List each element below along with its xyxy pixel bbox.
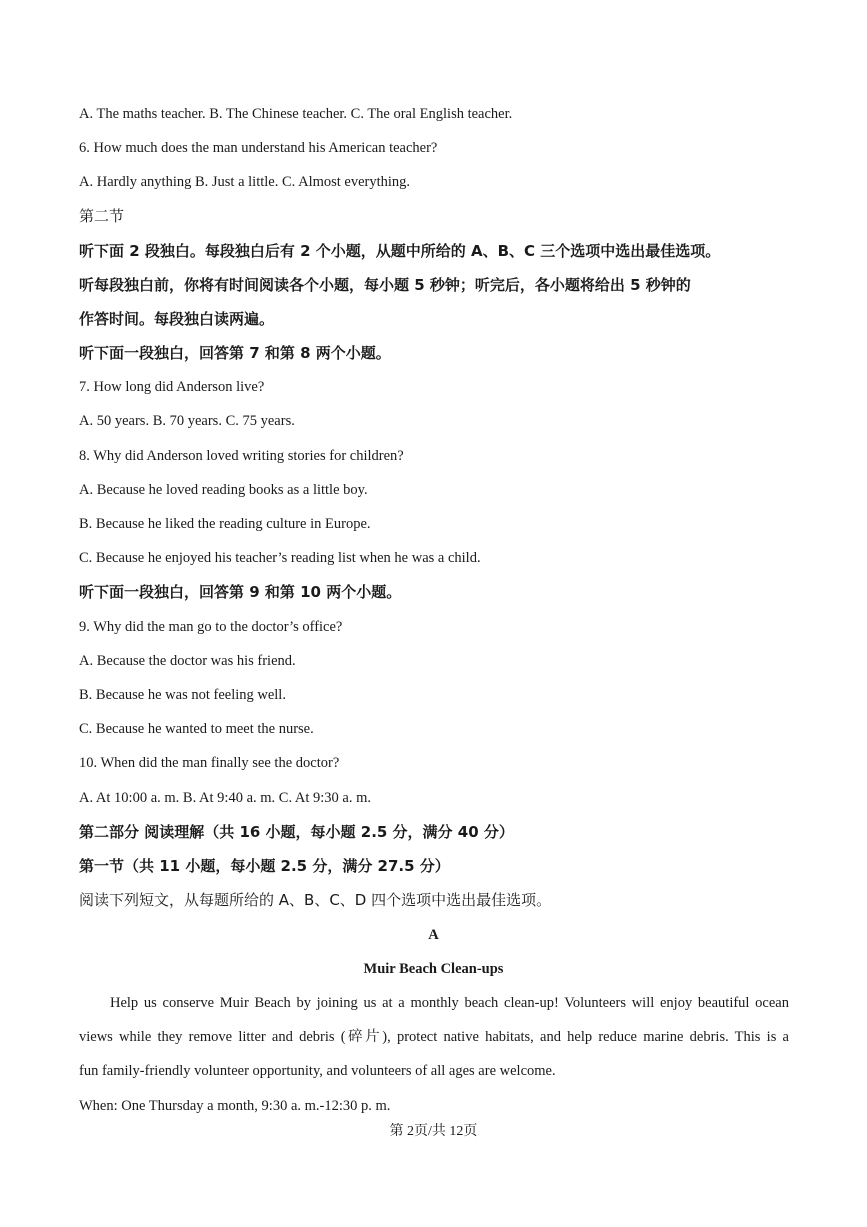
instruction-line-3: 作答时间。每段独白读两遍。: [79, 310, 275, 328]
passage-paragraph-line-1: Help us conserve Muir Beach by joining us at a monthly beach clean-up! Volunteers will enjoy beautiful ocean: [110, 995, 789, 1011]
q8-option-c: C. Because he enjoyed his teacher’s reading list when he was a child.: [79, 550, 481, 566]
monologue-heading-1: 听下面一段独白，回答第 7 和第 8 两个小题。: [79, 344, 391, 362]
q5-options: A. The maths teacher. B. The Chinese teacher. C. The oral English teacher.: [79, 106, 513, 122]
q9-option-c: C. Because he wanted to meet the nurse.: [79, 721, 314, 737]
part-two-heading: 第二部分 阅读理解（共 16 小题，每小题 2.5 分，满分 40 分）: [79, 823, 514, 841]
passage-paragraph-line-2: views while they remove litter and debris (碎片), protect native habitats, and help reduce marine debris. This is a: [79, 1029, 789, 1045]
reading-instruction: 阅读下列短文，从每题所给的 A、B、C、D 四个选项中选出最佳选项。: [79, 891, 552, 909]
q6-options: A. Hardly anything B. Just a little. C. Almost everything.: [79, 174, 411, 190]
q10-question: 10. When did the man finally see the doctor?: [79, 755, 340, 771]
page-number-footer: 第 2页/共 12页: [389, 1124, 478, 1139]
q8-option-b: B. Because he liked the reading culture in Europe.: [79, 516, 371, 532]
instruction-line-2: 听每段独白前，你将有时间阅读各个小题，每小题 5 秒钟；听完后，各小题将给出 5 秒钟的: [79, 276, 691, 294]
q7-question: 7. How long did Anderson live?: [79, 379, 265, 395]
monologue-heading-2: 听下面一段独白，回答第 9 和第 10 两个小题。: [79, 583, 402, 601]
passage-letter: A: [428, 927, 439, 943]
passage-when-line: When: One Thursday a month, 9:30 a. m.-12:30 p. m.: [79, 1098, 391, 1114]
q10-options: A. At 10:00 a. m. B. At 9:40 a. m. C. At 9:30 a. m.: [79, 790, 372, 806]
section-one-heading: 第一节（共 11 小题，每小题 2.5 分，满分 27.5 分）: [79, 857, 450, 875]
q6-question: 6. How much does the man understand his American teacher?: [79, 140, 438, 156]
q9-question: 9. Why did the man go to the doctor’s office?: [79, 619, 343, 635]
passage-title: Muir Beach Clean-ups: [363, 961, 504, 977]
q8-option-a: A. Because he loved reading books as a little boy.: [79, 482, 368, 498]
q7-options: A. 50 years. B. 70 years. C. 75 years.: [79, 413, 295, 429]
instruction-line-1: 听下面 2 段独白。每段独白后有 2 个小题，从题中所给的 A、B、C 三个选项中选出最佳选项。: [79, 242, 721, 260]
q8-question: 8. Why did Anderson loved writing stories for children?: [79, 448, 404, 464]
q9-option-b: B. Because he was not feeling well.: [79, 687, 286, 703]
passage-paragraph-line-3: fun family-friendly volunteer opportunity, and volunteers of all ages are welcome.: [79, 1063, 556, 1079]
section-heading: 第二节: [79, 207, 125, 225]
q9-option-a: A. Because the doctor was his friend.: [79, 653, 296, 669]
